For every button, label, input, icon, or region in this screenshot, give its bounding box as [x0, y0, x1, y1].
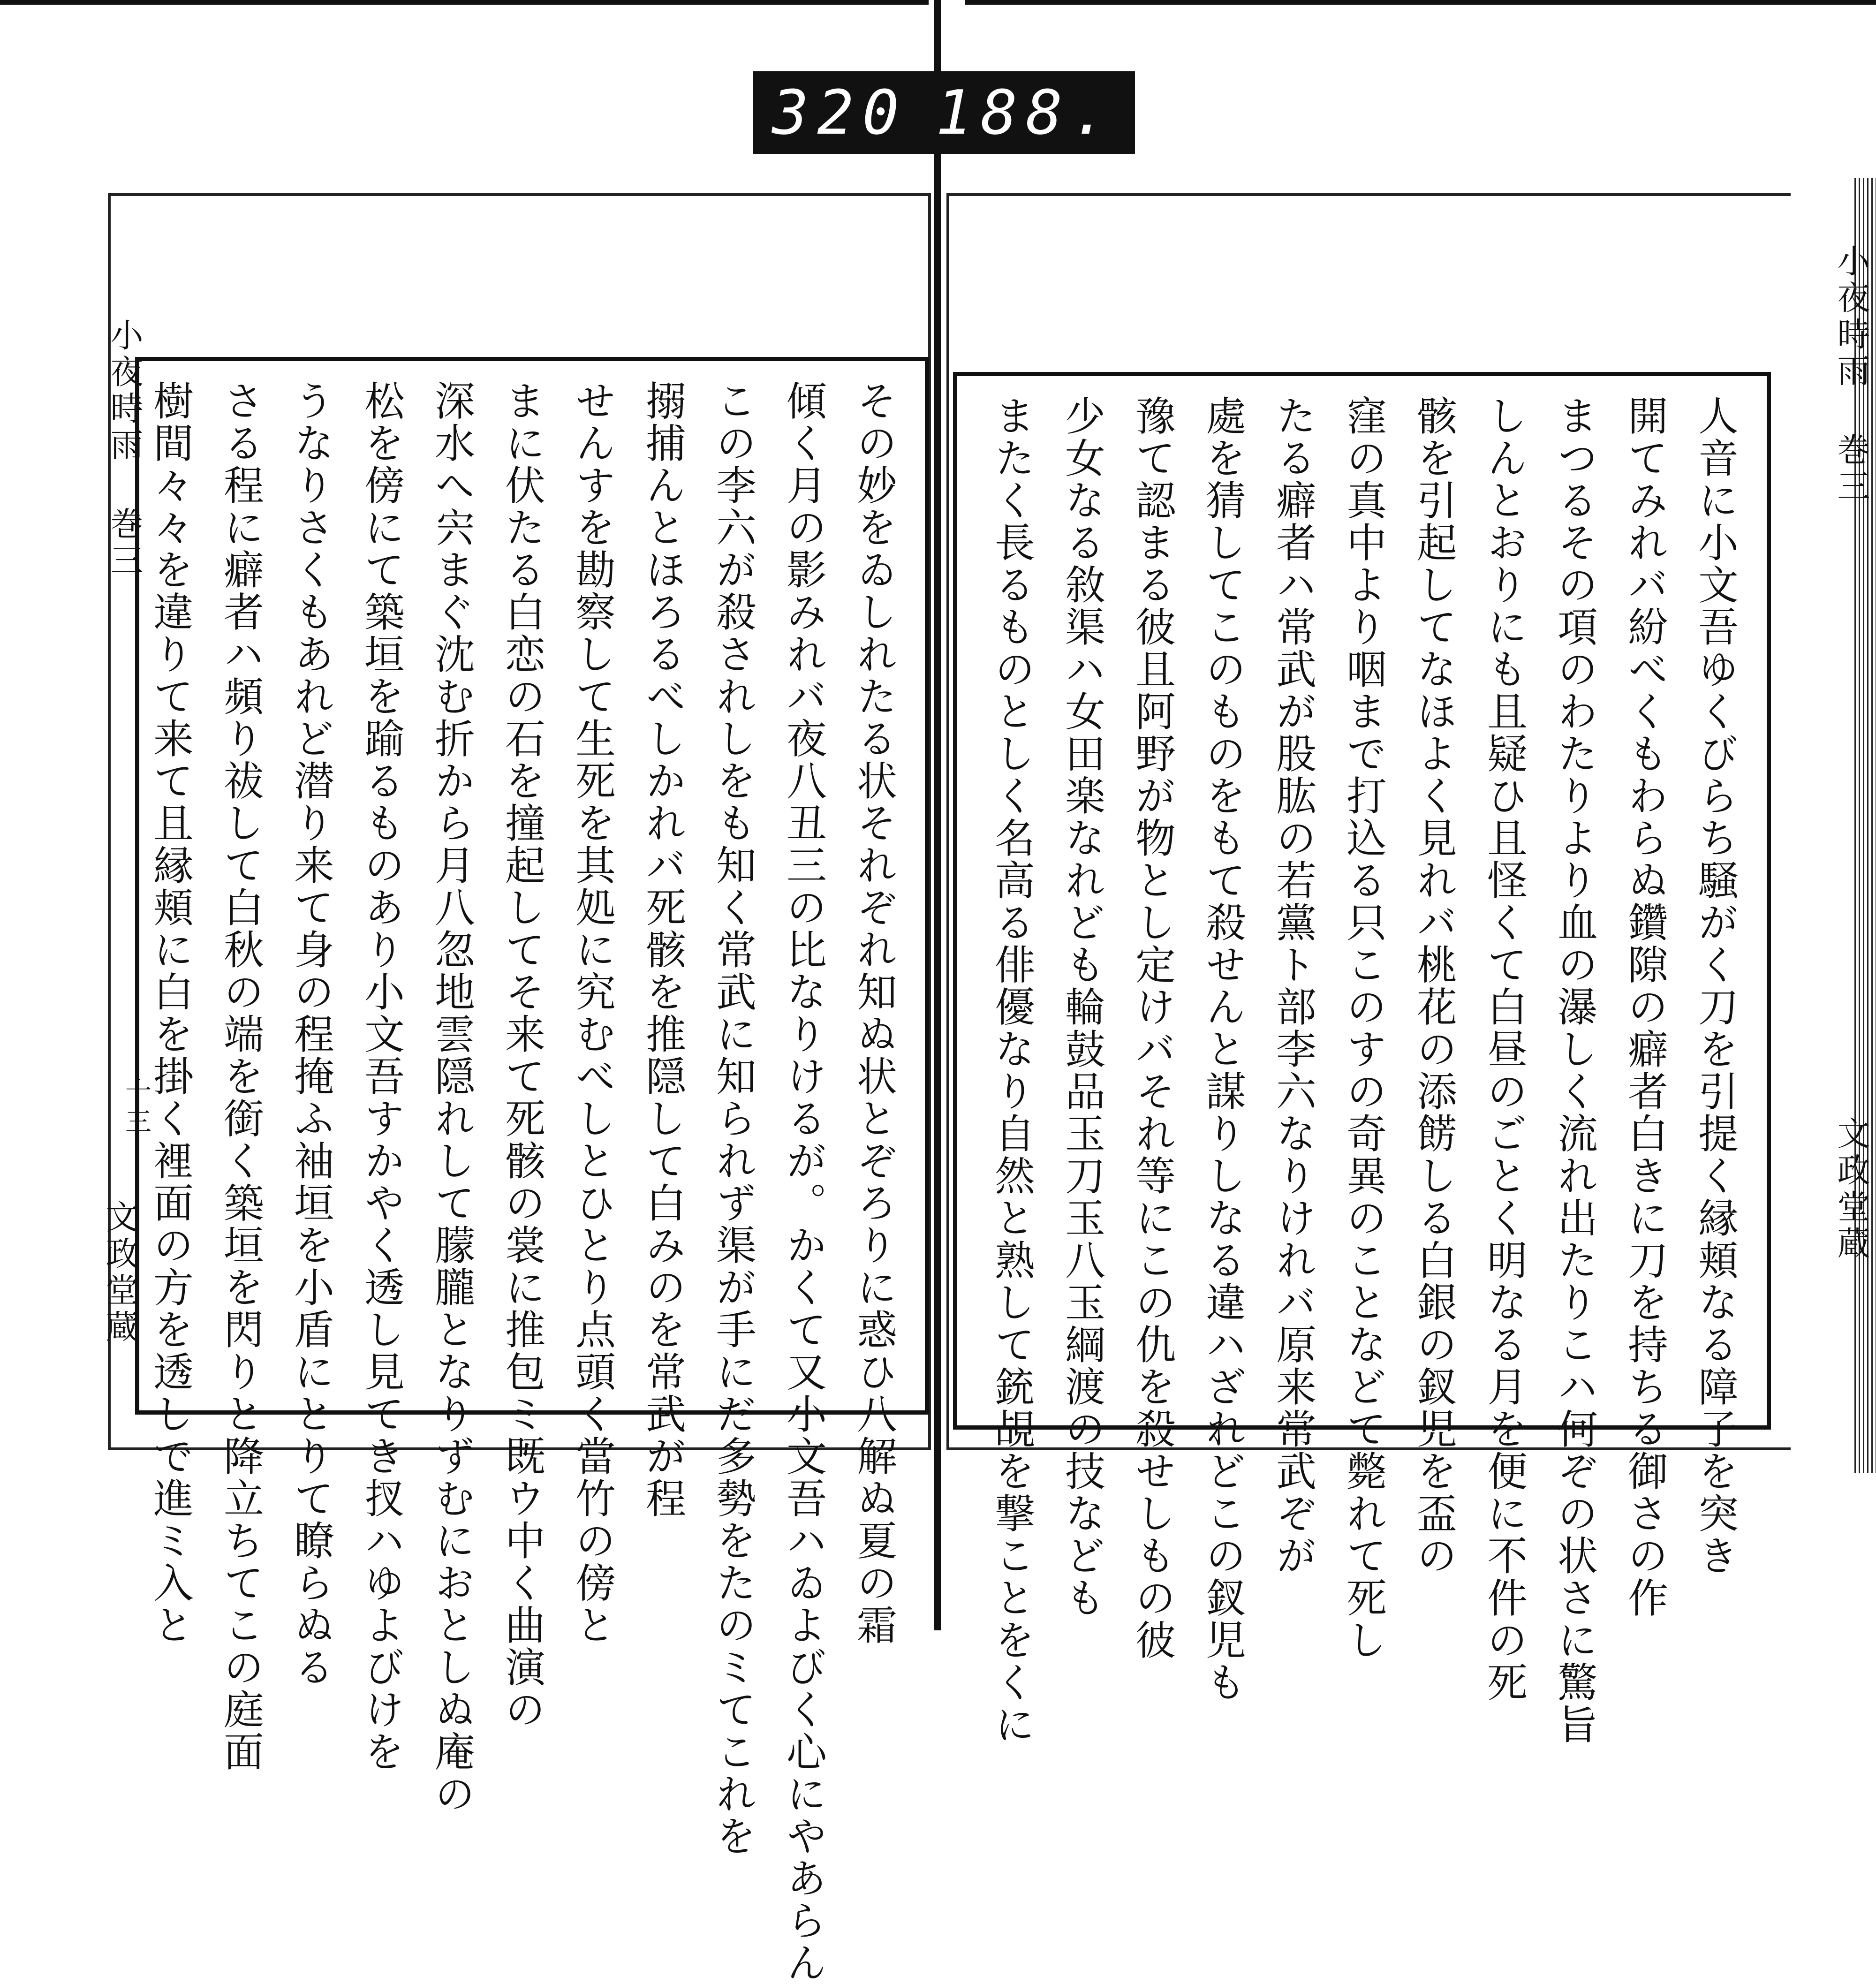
right-text-frame	[953, 372, 1771, 1746]
top-edge-mark-left	[0, 0, 929, 5]
left-margin-title: 小夜時雨 巻三	[105, 318, 144, 580]
left-body-text: その妙をゐしれたる状それぞれ知ぬ状とぞろりに惑ひ八解ぬ夏の霜 傾く月の影みれバ夜八丑三の比なりけるが。かくて又小文吾ハゐよびく心にやあらん この李六が殺されしをも知く常武に知られず渠が手にだ多勢をたのミてこれを 搦捕んとほろるべしかれバ死骸を推隠して白みのを常武が程 せんすを勘察して生死を其処に究むべしとひとり点頭く當竹の傍と まに伏たる白恋の石を撞起してそ来て死骸の裳に推包ミ既ウ中く曲演の 深水へ宍まぐ沈む折から月八忽地雲隠れして朦朧となりずむにおとしぬ庵の 松を傍にて築垣を踰るものあり小文吾すかやく透し見てき扠ハゆよびけを うなりさくもあれど潜り来て身の程掩ふ袖垣を小盾にとりて瞭らぬる さる程に癖者ハ頻り祓して白秋の端を銜く築垣を閃りと降立ちてこの庭面 樹間々々を違りて来て且縁頬に白を掛く裡面の方を透しで進ミ入と	[146, 380, 897, 1984]
right-publisher-mark: 文政堂蔵	[1832, 1116, 1870, 1263]
catalog-number-right: 188.	[935, 77, 1116, 148]
right-margin-title: 小夜時雨 巻三	[1832, 244, 1870, 506]
gutter-line	[934, 0, 941, 1630]
left-folio-number: 十三	[121, 1078, 151, 1138]
catalog-number-left: 320	[772, 77, 908, 148]
right-body-text: 人音に小文吾ゆくびらち騒がく刀を引提く縁頬なる障子を突き 開てみれバ紛べくもわらぬ鑽隙の癖者白きに刀を持ちる御さの作 まつるその項のわたりより血の瀑しく流れ出たりこハ何ぞの状さに驚旨 しんとおりにも且疑ひ且怪くて白昼のごとく明なる月を便に不件の死 骸を引起してなほよく見れバ桃花の添餝しる白銀の釵児を盃の 窪の真中より咽まで打込る只このすの奇異のことなどて斃れて死し たる癖者ハ常武が股肱の若黨ト部李六なりけれバ原来常武ぞが 處を猜してこのものをもて殺せんと謀りしなる違ハざれどこの釵児も 豫て認まる彼且阿野が物とし定けバそれ等にこの仇を殺せしもの彼 少女なる敘渠ハ女田楽なれども輪鼓品玉刀玉八玉綱渡の技なども またく長るものとしく名高る俳優なり自然と熟して銃覘を撃ことをくに	[988, 395, 1738, 1746]
catalog-label	[753, 71, 1135, 154]
left-publisher-mark: 文政堂蔵	[100, 1200, 139, 1346]
top-edge-mark-right	[965, 0, 1876, 5]
right-page	[946, 193, 1791, 1746]
left-page	[100, 193, 931, 1984]
left-text-frame	[135, 357, 929, 1984]
